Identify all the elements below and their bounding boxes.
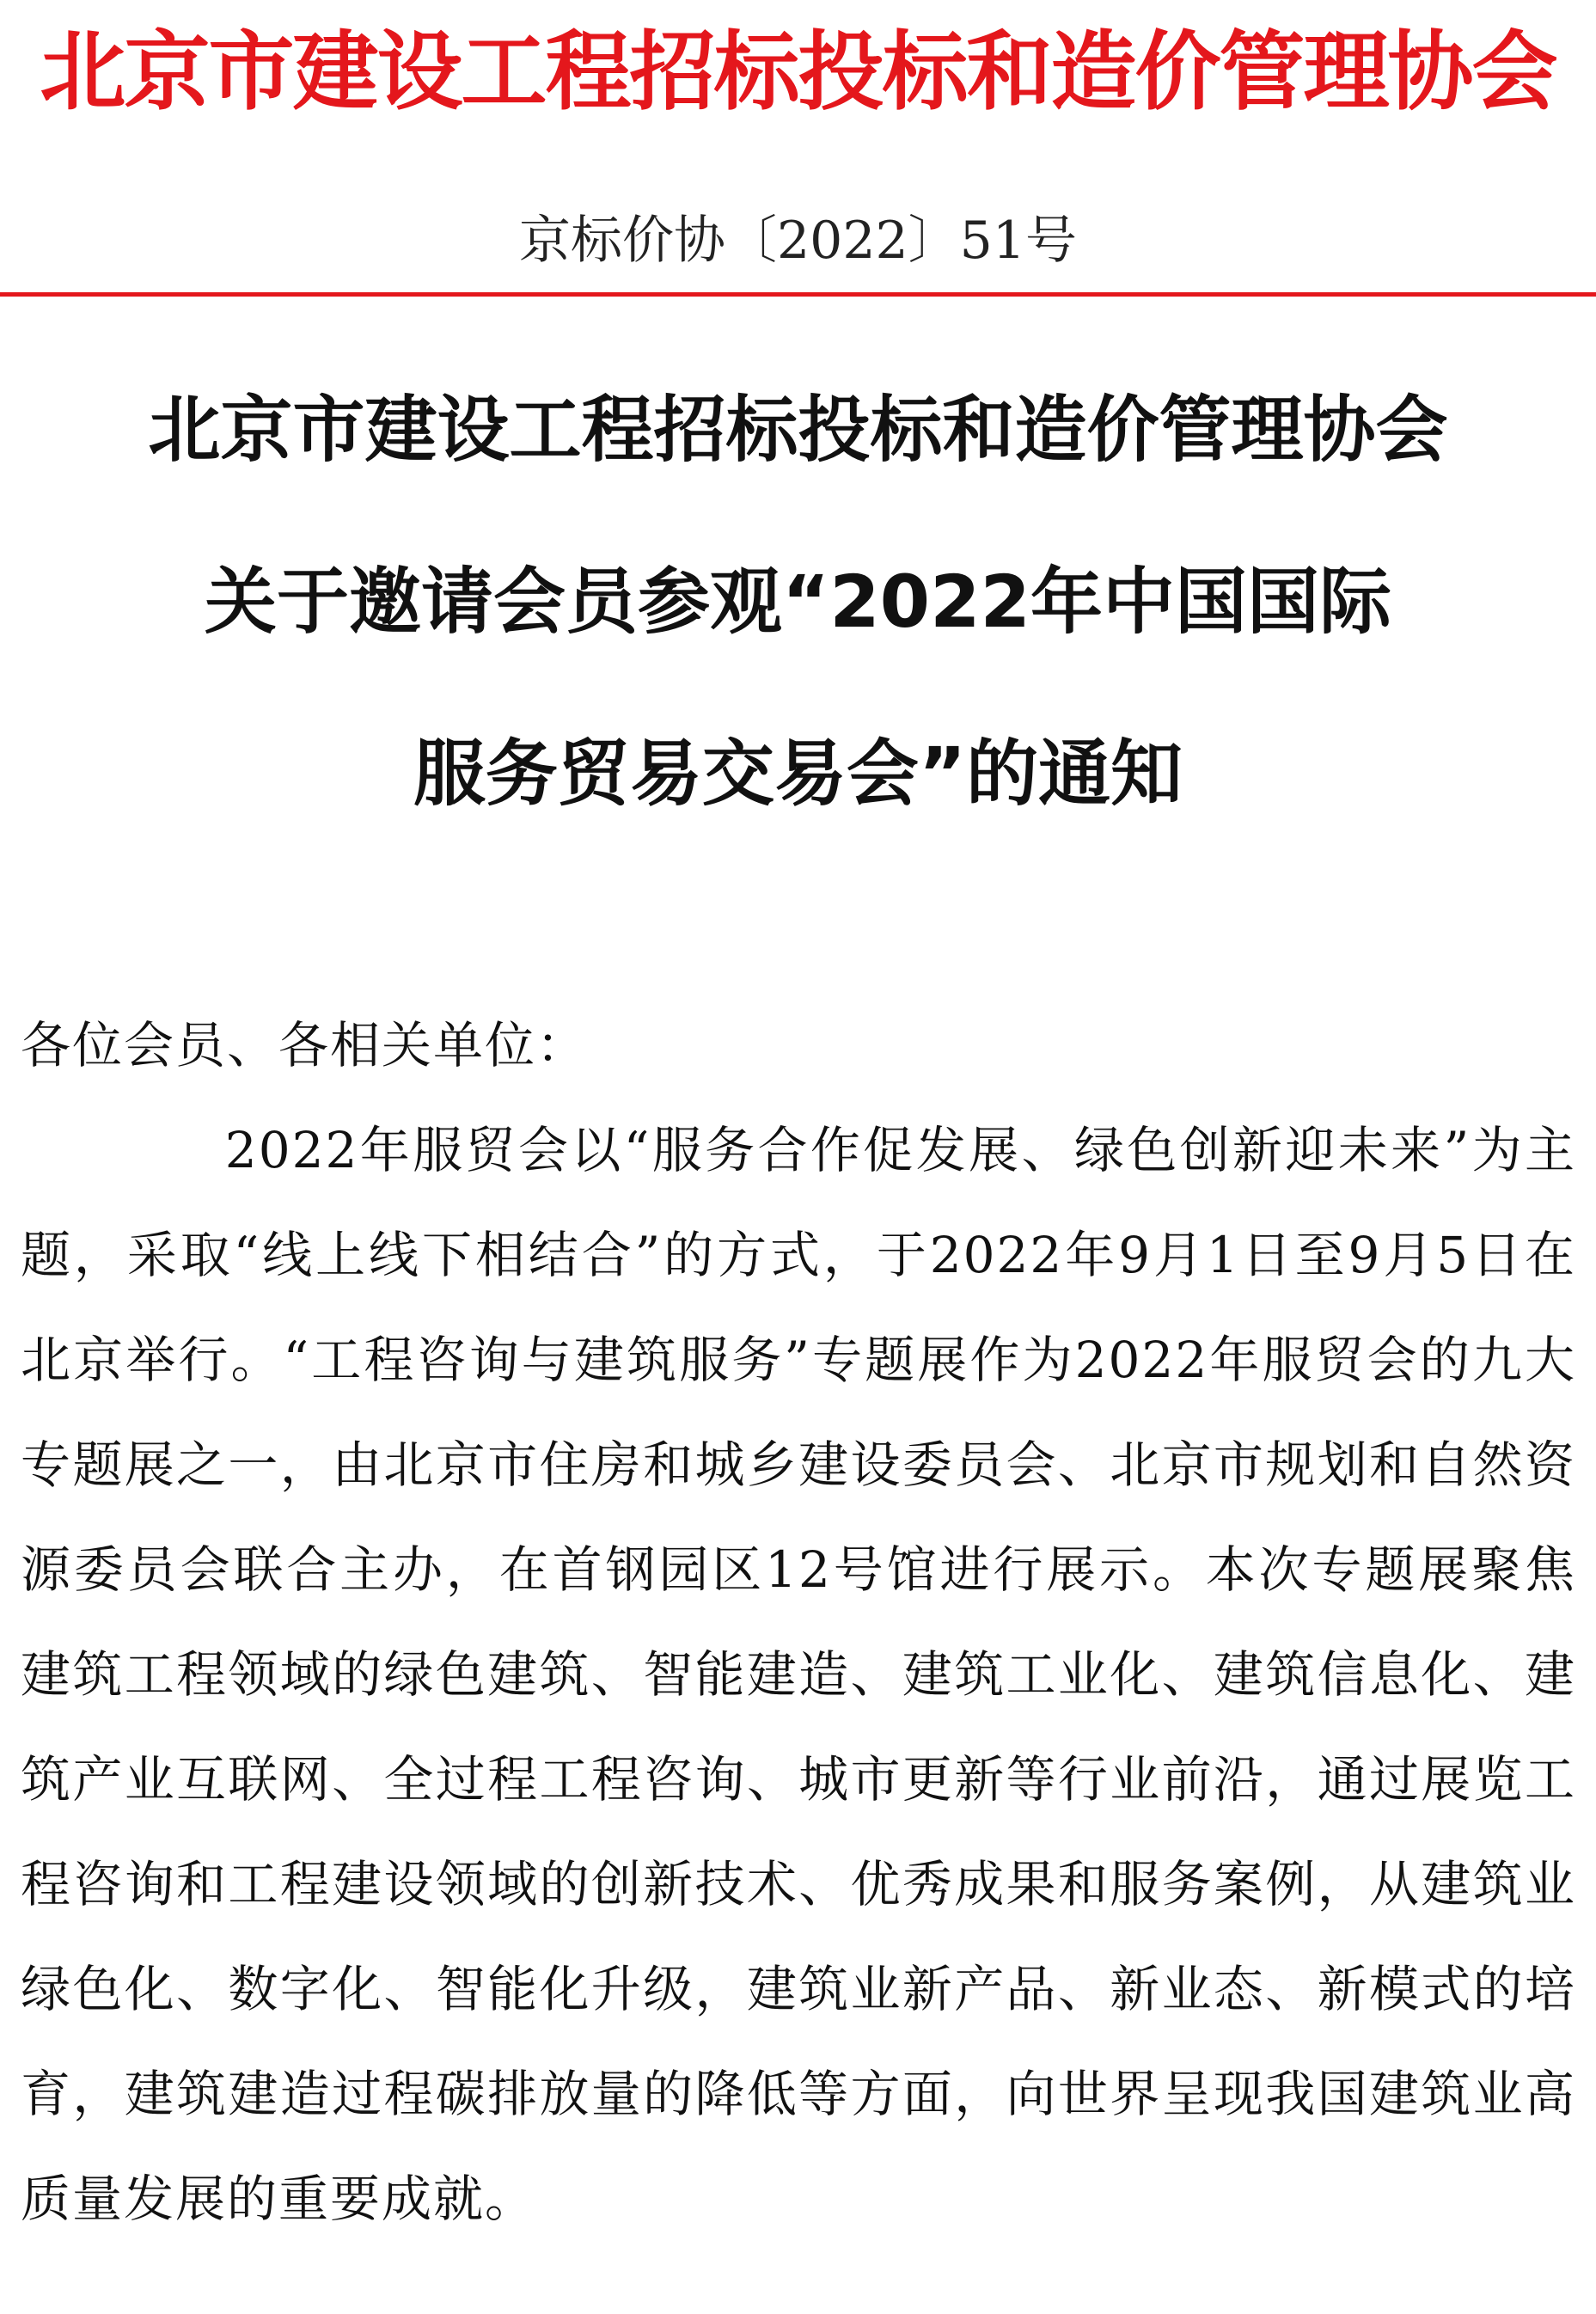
document-title [0, 378, 1596, 894]
title-line-3: 服务贸易交易会”的通知 [413, 732, 1183, 816]
document-body [21, 993, 1576, 2251]
masthead-organization: 北京市建设工程招标投标和造价管理协会 [40, 21, 1556, 122]
title-line-1: 北京市建设工程招标投标和造价管理协会 [148, 388, 1448, 472]
salutation: 各位会员、各相关单位： [21, 1016, 589, 1074]
title-line-2: 关于邀请会员参观“2022年中国国际 [205, 560, 1391, 644]
body-paragraph: 2022年服贸会以“服务合作促发展、绿色创新迎未来”为主题，采取“线上线下相结合”的方式，于2022年9月1日至9月5日在北京举行。“工程咨询与建筑服务”专题展作为2022年服贸会的九大专题展之一，由北京市住房和城乡建设委员会、北京市规划和自然资源委员会联合主办，在首钢园区12号馆进行展示。本次专题展聚焦建筑工程领域的绿色建筑、智能建造、建筑工业化、建筑信息化、建筑产业互联网、全过程工程咨询、城市更新等行业前沿，通过展览工程咨询和工程建设领域的创新技术、优秀成果和服务案例，从建筑业绿色化、数字化、智能化升级，建筑业新产品、新业态、新模式的培育，建筑建造过程碳排放量的降低等方面，向世界呈现我国建筑业高质量发展的重要成就。 [21, 1121, 1576, 2228]
document-number: 京标价协〔2022〕51号 [518, 211, 1078, 271]
red-divider-line [0, 292, 1596, 297]
